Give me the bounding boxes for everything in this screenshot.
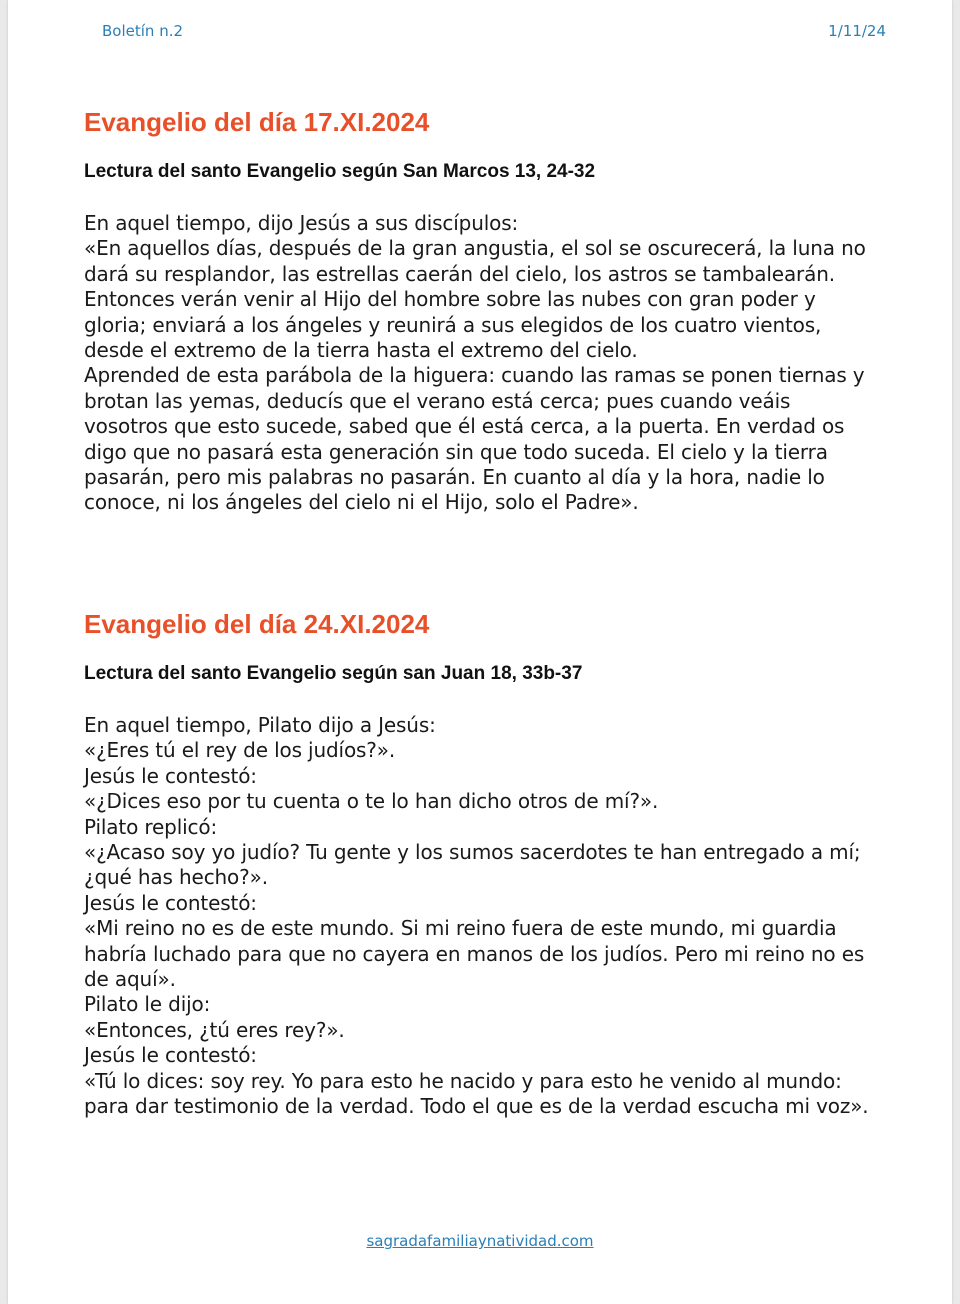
text-line: gloria; enviará a los ángeles y reunirá a sus elegidos de los cuatro vientos, [84,312,822,337]
text-line: «Mi reino no es de este mundo. Si mi reino fuera de este mundo, mi guardia [84,916,837,941]
text-line: para dar testimonio de la verdad. Todo el que es de la verdad escucha mi voz». [84,1094,869,1119]
text-line: desde el extremo de la tierra hasta el extremo del cielo. [84,338,638,363]
reading-reference: Lectura del santo Evangelio según san Juan 18, 33b-37 [84,663,583,684]
text-line: «¿Acaso soy yo judío? Tu gente y los sumos sacerdotes te han entregado a mí; [84,840,861,865]
text-line: Entonces verán venir al Hijo del hombre sobre las nubes con gran poder y [84,287,816,312]
text-line: brotan las yemas, deducís que el verano está cerca; pues cuando veáis [84,388,791,413]
bulletin-date: 1/11/24 [828,22,886,40]
gospel-text [84,211,924,516]
bulletin-number: Boletín n.2 [102,22,184,40]
text-line: Pilato le dijo: [84,992,211,1017]
text-line: habría luchado para que no cayera en manos de los judíos. Pero mi reino no es [84,941,865,966]
gospel-section-2 [84,608,924,1120]
footer [0,1232,960,1250]
text-line: vosotros que esto sucede, sabed que él está cerca, a la puerta. En verdad os [84,414,845,439]
text-line: Jesús le contestó: [84,890,257,915]
text-line: Jesús le contestó: [84,1043,257,1068]
text-line: Aprended de esta parábola de la higuera: cuando las ramas se ponen tiernas y [84,363,865,388]
gospel-section-1 [84,106,924,516]
text-line: En aquel tiempo, dijo Jesús a sus discípulos: [84,211,519,235]
text-line: «En aquellos días, después de la gran angustia, el sol se oscurecerá, la luna no [84,236,866,261]
text-line: ¿qué has hecho?». [84,865,268,890]
text-line: de aquí». [84,967,176,992]
text-line: pasarán, pero mis palabras no pasarán. En cuanto al día y la hora, nadie lo [84,465,825,490]
text-line: digo que no pasará esta generación sin que todo suceda. El cielo y la tierra [84,439,828,464]
gospel-title: Evangelio del día 24.XI.2024 [84,609,430,639]
text-line: conoce, ni los ángeles del cielo ni el Hijo, solo el Padre». [84,490,639,515]
text-line: «¿Dices eso por tu cuenta o te lo han dicho otros de mí?». [84,789,659,814]
text-line: En aquel tiempo, Pilato dijo a Jesús: [84,713,436,737]
text-line: «¿Eres tú el rey de los judíos?». [84,738,396,763]
website-link[interactable]: sagradafamiliaynatividad.com [366,1232,594,1250]
text-line: Jesús le contestó: [84,763,257,788]
text-line: «Tú lo dices: soy rey. Yo para esto he nacido y para esto he venido al mundo: [84,1068,842,1093]
text-line: Pilato replicó: [84,814,218,839]
text-line: «Entonces, ¿tú eres rey?». [84,1017,345,1042]
gospel-text [84,713,924,1120]
document-page [8,0,952,1304]
text-line: dará su resplandor, las estrellas caerán del cielo, los astros se tambalearán. [84,261,835,286]
reading-reference: Lectura del santo Evangelio según San Marcos 13, 24-32 [84,161,596,182]
gospel-title: Evangelio del día 17.XI.2024 [84,107,430,137]
